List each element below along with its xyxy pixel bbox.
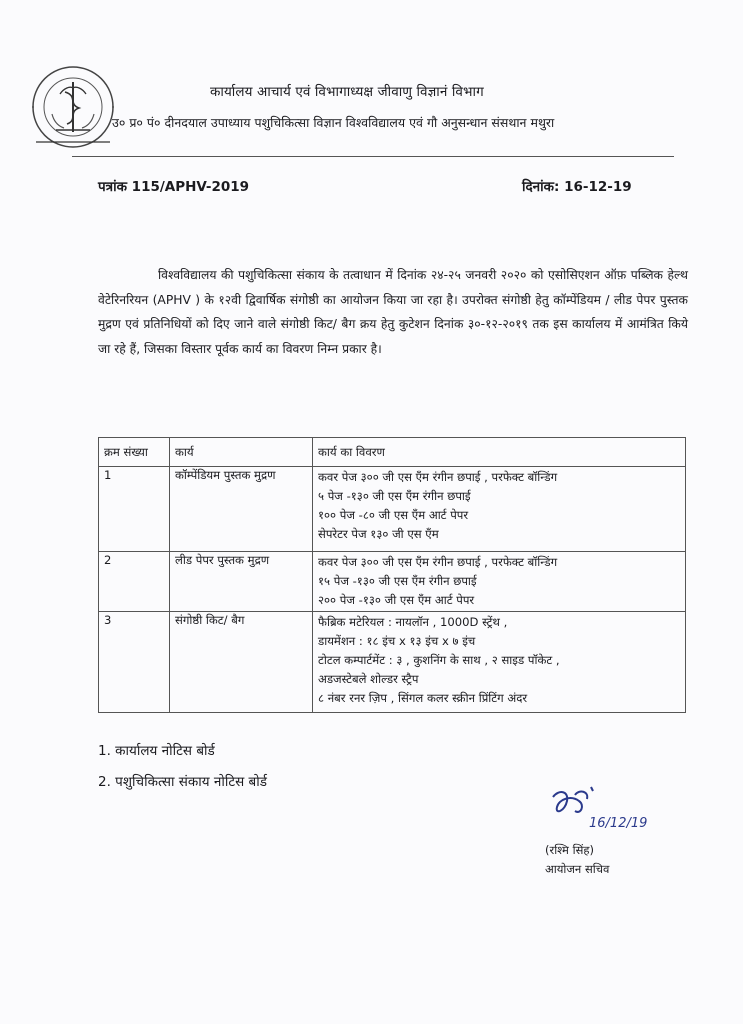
row-details <box>313 612 686 713</box>
table-row <box>99 467 686 552</box>
row-work: लीड पेपर पुस्तक मुद्रण <box>170 552 313 612</box>
row-details <box>313 552 686 612</box>
signature-date: 16/12/19 <box>589 816 648 831</box>
detail-line: सेपरेटर पेज १३० जी एस एँम <box>318 527 439 541</box>
detail-line: फैब्रिक मटेरियल : नायलॉन , 1000D स्ट्रेंथ , <box>318 615 508 629</box>
signatory-designation: आयोजन सचिव <box>545 862 610 876</box>
detail-line: कवर पेज ३०० जी एस एँम रंगीन छपाई , परफेक्ट बॉन्डिंग <box>318 555 558 569</box>
table-header-row <box>99 438 686 467</box>
row-work: संगोष्ठी किट/ बैग <box>170 612 313 713</box>
detail-line: ५ पेज -१३० जी एस एँम रंगीन छपाई <box>318 489 471 503</box>
table-row <box>99 612 686 713</box>
distribution-item: 2. पशुचिकित्सा संकाय नोटिस बोर्ड <box>98 774 267 790</box>
row-serial: 3 <box>99 612 170 713</box>
header-serial: क्रम संख्या <box>99 438 170 467</box>
detail-line: टोटल कम्पार्टमेंट : ३ , कुशनिंग के साथ , २ साइड पॉकेट , <box>318 653 560 667</box>
detail-line: १०० पेज -८० जी एस एँम आर्ट पेपर <box>318 508 469 522</box>
detail-line: डायमेंशन : १८ इंच x १३ इंच x ७ इंच <box>318 634 476 648</box>
header-work-details: कार्य का विवरण <box>313 438 686 467</box>
row-serial: 1 <box>99 467 170 552</box>
row-work: कॉम्पेंडियम पुस्तक मुद्रण <box>170 467 313 552</box>
signatory-name: (रश्मि सिंह) <box>545 843 594 857</box>
reference-number: पत्रांक 115/APHV-2019 <box>98 179 250 195</box>
row-serial: 2 <box>99 552 170 612</box>
handwritten-signature <box>545 785 655 841</box>
detail-line: अडजस्टेबले शोल्डर स्ट्रैप <box>318 672 419 686</box>
distribution-item: 1. कार्यालय नोटिस बोर्ड <box>98 743 215 759</box>
header-divider <box>72 156 674 157</box>
detail-line: १५ पेज -१३० जी एस एँम रंगीन छपाई <box>318 574 477 588</box>
work-details-table <box>98 437 686 713</box>
body-paragraph: विश्वविद्यालय की पशुचिकित्सा संकाय के तत्वाधान में दिनांक २४-२५ जनवरी २०२० को एसोसिएशन ऑफ़ पब्लिक हेल्थ वेटेरिनरियन (APHV ) के १२वी द्विवार्षिक संगोष्ठी का आयोजन किया जा रहा है। उपरोक्त संगोष्ठी हेतु कॉम्पेंडियम / लीड पेपर पुस्तक मुद्रण एवं प्रतिनिधियों को दिए जाने वाले संगोष्ठी किट/ बैग क्रय हेतु कुटेशन दिनांक ३०-१२-२०१९ तक इस कार्यालय में आमंत्रित किये जा रहे हैं, जिसका विस्तार पूर्वक कार्य का विवरण निम्न प्रकार है। <box>98 268 688 356</box>
university-emblem-icon <box>30 64 116 150</box>
row-details <box>313 467 686 552</box>
office-heading: कार्यालय आचार्य एवं विभागाध्यक्ष जीवाणु विज्ञानं विभाग <box>210 84 484 100</box>
detail-line: ८ नंबर रनर ज़िप , सिंगल कलर स्क्रीन प्रिंटिंग अंदर <box>318 691 528 705</box>
detail-line: कवर पेज ३०० जी एस एँम रंगीन छपाई , परफेक्ट बॉन्डिंग <box>318 470 558 484</box>
header-work: कार्य <box>170 438 313 467</box>
letter-date: दिनांक: 16-12-19 <box>522 179 632 195</box>
detail-line: २०० पेज -१३० जी एस एँम आर्ट पेपर <box>318 593 475 607</box>
table-row <box>99 552 686 612</box>
university-heading: उ० प्र० पं० दीनदयाल उपाध्याय पशुचिकित्सा विज्ञान विश्वविद्यालय एवं गौ अनुसन्धान संसथान मथुरा <box>112 115 555 130</box>
